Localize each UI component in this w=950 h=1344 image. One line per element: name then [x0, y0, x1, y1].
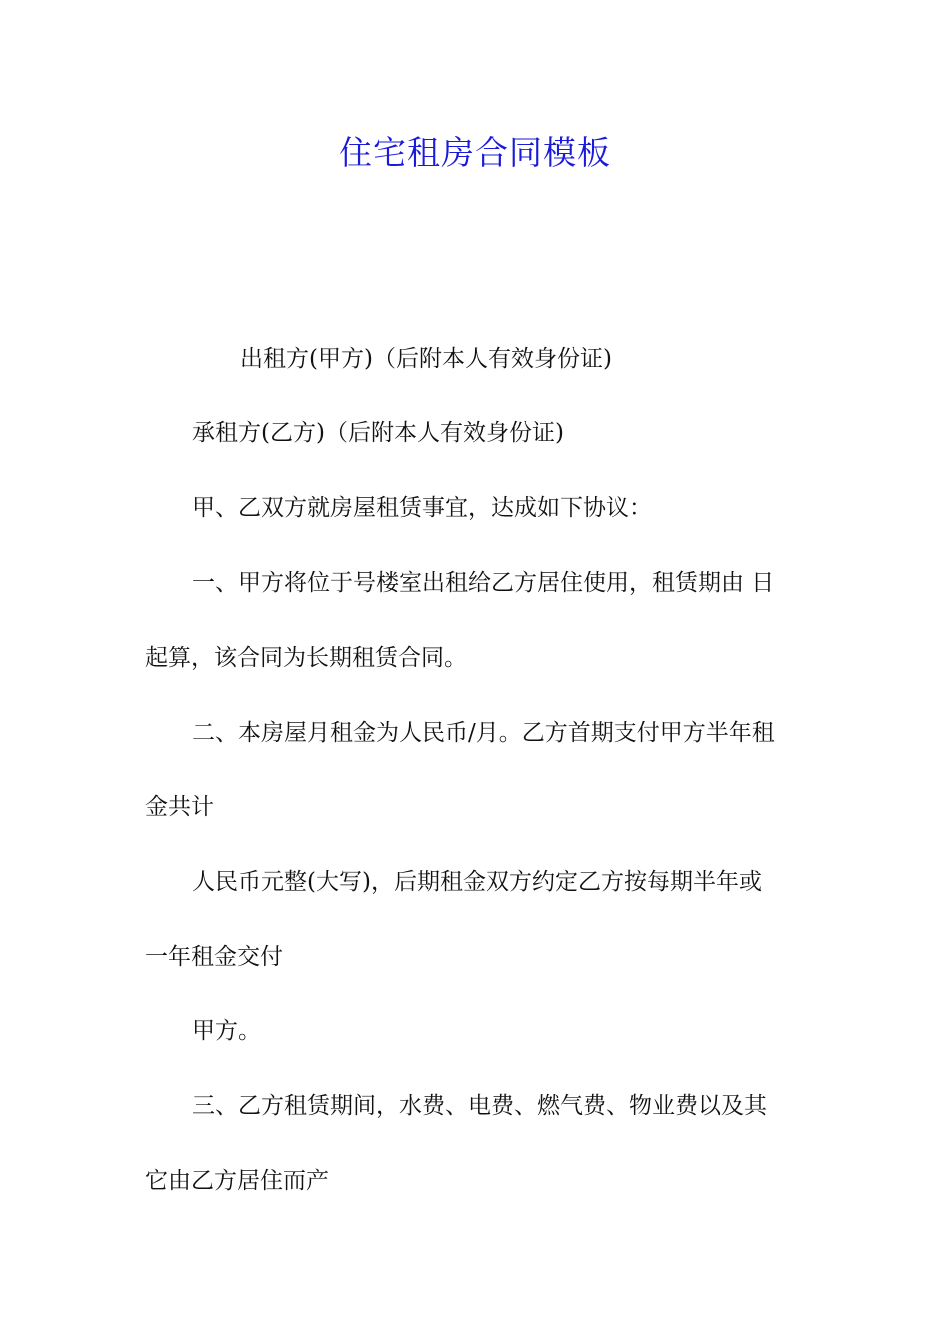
clause-2-line-2: 金共计	[145, 794, 214, 820]
clause-3-line-1: 三、乙方租赁期间，水费、电费、燃气费、物业费以及其	[192, 1093, 767, 1119]
document-title: 住宅租房合同模板	[339, 133, 611, 172]
clause-1-line-1: 一、甲方将位于号楼室出租给乙方居住使用，租赁期由 日	[192, 570, 775, 596]
lessor-line: 出租方(甲方)（后附本人有效身份证)	[240, 346, 612, 372]
clause-2-line-4: 一年租金交付	[145, 944, 283, 970]
agreement-intro: 甲、乙双方就房屋租赁事宜，达成如下协议：	[192, 495, 652, 521]
clause-3-line-2: 它由乙方居住而产	[145, 1168, 329, 1194]
clause-1-line-2: 起算，该合同为长期租赁合同。	[145, 645, 467, 671]
clause-2-line-1: 二、本房屋月租金为人民币/月。乙方首期支付甲方半年租	[192, 720, 775, 746]
lessee-line: 承租方(乙方)（后附本人有效身份证)	[192, 420, 564, 446]
clause-2-line-3: 人民币元整(大写)，后期租金双方约定乙方按每期半年或	[192, 869, 762, 895]
clause-2-line-5: 甲方。	[192, 1018, 261, 1044]
